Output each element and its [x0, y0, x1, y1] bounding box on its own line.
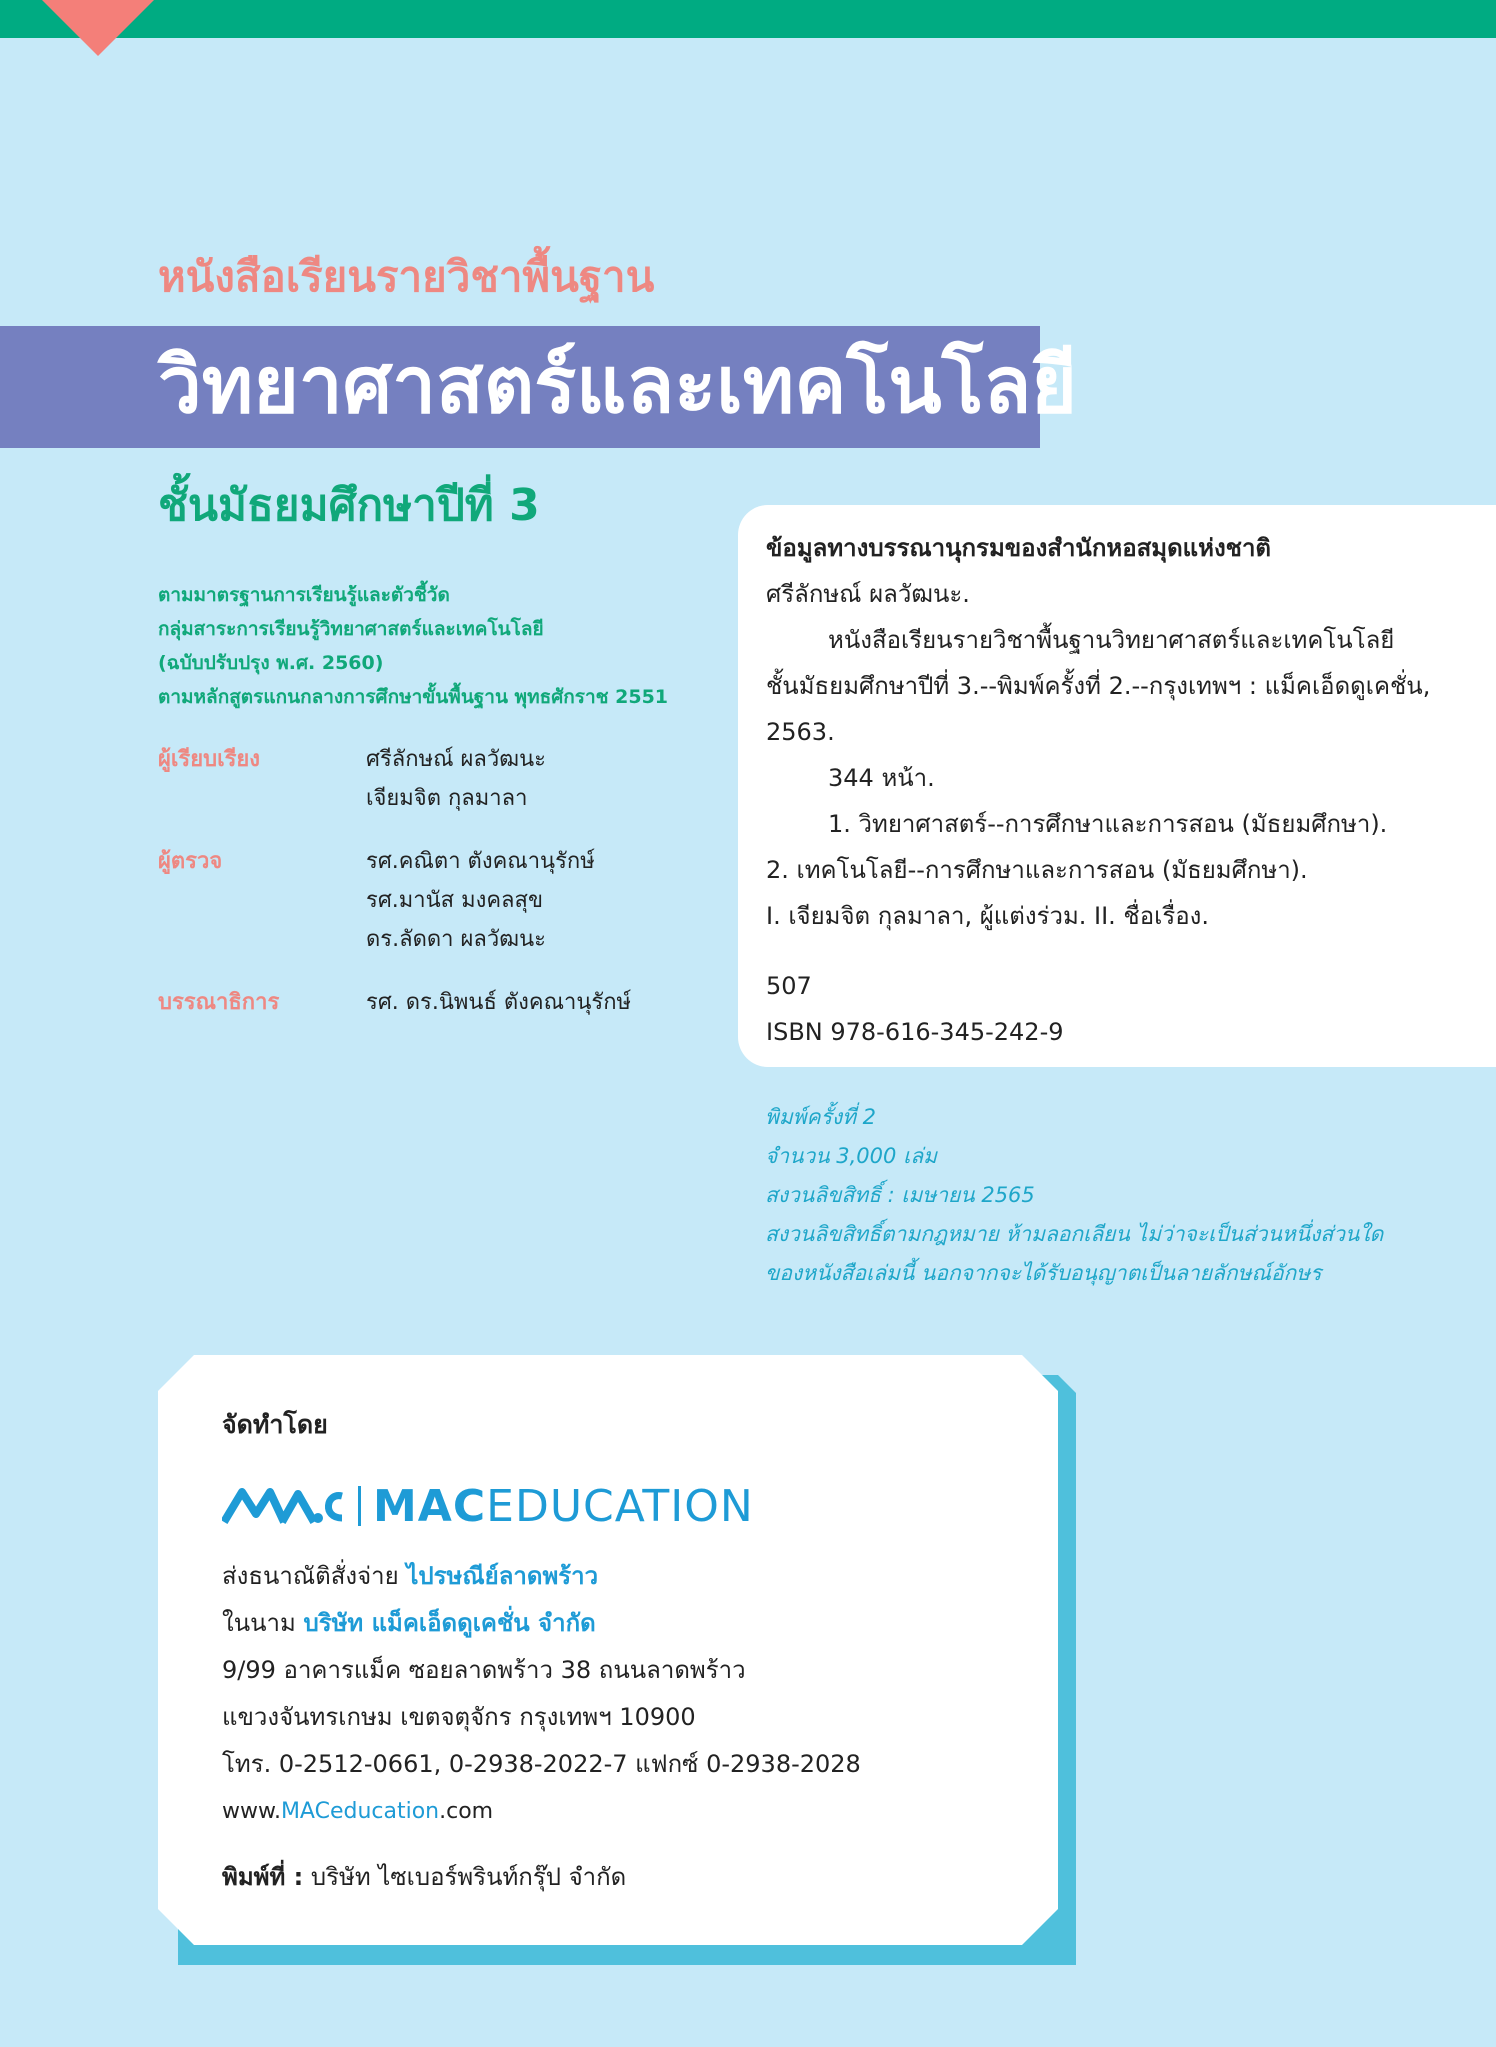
credit-name: รศ.คณิตา ตังคณานุรักษ์ — [366, 849, 595, 874]
print-info-line: พิมพ์ครั้งที่ 2 — [765, 1105, 876, 1129]
publisher-info — [222, 1405, 861, 1896]
print-info-line: สงวนลิขสิทธิ์ : เมษายน 2565 — [765, 1183, 1035, 1207]
credit-editor — [158, 983, 631, 1022]
phone-line: โทร. 0-2512-0661, 0-2938-2022-7 แฟกซ์ 0-2938-2028 — [222, 1750, 861, 1778]
catalog-subject: 2. เทคโนโลยี--การศึกษาและการสอน (มัธยมศึกษา). — [766, 856, 1308, 884]
mac-education-logo — [222, 1479, 861, 1533]
credit-role: บรรณาธิการ — [158, 990, 280, 1015]
printer-line — [222, 1857, 861, 1896]
credit-names — [366, 842, 595, 959]
print-info-line: จำนวน 3,000 เล่ม — [765, 1144, 937, 1168]
catalog-author: ศรีลักษณ์ ผลวัฒนะ. — [766, 580, 970, 608]
printer-name: บริษัท ไซเบอร์พรินท์กรุ๊ป จำกัด — [310, 1863, 627, 1891]
mac-logo-icon — [222, 1486, 346, 1526]
catalog-card — [738, 505, 1496, 1067]
spacer — [766, 939, 1430, 963]
publisher-lines — [222, 1553, 861, 1835]
grade-level: ชั้นมัธยมศึกษาปีที่ 3 — [158, 480, 540, 531]
catalog-content — [766, 525, 1430, 1055]
credits-block — [158, 740, 631, 1046]
catalog-title: ข้อมูลทางบรรณานุกรมของสำนักหอสมุดแห่งชาติ — [766, 534, 1272, 562]
web-prefix: www. — [222, 1799, 281, 1824]
credit-reviewer — [158, 842, 631, 959]
catalog-line: ชั้นมัธยมศึกษาปีที่ 3.--พิมพ์ครั้งที่ 2.--กรุงเทพฯ : แม็คเอ็ดดูเคชั่น, — [766, 672, 1431, 700]
credit-name: รศ.มานัส มงคลสุข — [366, 888, 543, 913]
credit-name: ดร.ลัดดา ผลวัฒนะ — [366, 927, 546, 952]
standards-block — [158, 578, 668, 714]
payment-prefix: ส่งธนาณัติสั่งจ่าย — [222, 1562, 399, 1590]
made-by-label: จัดทำโดย — [222, 1410, 328, 1439]
catalog-line: หนังสือเรียนรายวิชาพื้นฐานวิทยาศาสตร์และเทคโนโลยี — [828, 626, 1395, 654]
credit-role: ผู้ตรวจ — [158, 849, 223, 874]
company-line — [222, 1600, 861, 1647]
corner-triangle — [42, 0, 154, 56]
standards-line: (ฉบับปรับปรุง พ.ศ. 2560) — [158, 652, 384, 674]
credit-compiler — [158, 740, 631, 818]
top-bar — [0, 0, 1496, 38]
web-suffix: .com — [439, 1799, 494, 1824]
payment-line — [222, 1553, 861, 1600]
credit-name: เจียมจิต กุลมาลา — [366, 786, 528, 811]
web-domain: MACeducation — [280, 1799, 440, 1824]
print-info — [765, 1098, 1383, 1293]
address-line: 9/99 อาคารแม็ค ซอยลาดพร้าว 38 ถนนลาดพร้าว — [222, 1656, 746, 1684]
printer-label: พิมพ์ที่ : — [222, 1863, 304, 1891]
print-info-line: ของหนังสือเล่มนี้ นอกจากจะได้รับอนุญาตเป็นลายลักษณ์อักษร — [765, 1261, 1322, 1285]
credit-names — [366, 983, 631, 1022]
company-name: บริษัท แม็คเอ็ดดูเคชั่น จำกัด — [303, 1609, 596, 1637]
catalog-line: 2563. — [766, 718, 835, 746]
catalog-class-number: 507 — [766, 972, 812, 1000]
logo-mac-text: MAC — [373, 1480, 487, 1532]
catalog-subject: 1. วิทยาศาสตร์--การศึกษาและการสอน (มัธยมศึกษา). — [828, 810, 1388, 838]
credit-name: รศ. ดร.นิพนธ์ ตังคณานุรักษ์ — [366, 990, 632, 1015]
standards-line: ตามหลักสูตรแกนกลางการศึกษาขั้นพื้นฐาน พุทธศักราช 2551 — [158, 686, 669, 708]
catalog-subject: I. เจียมจิต กุลมาลา, ผู้แต่งร่วม. II. ชื่อเรื่อง. — [766, 902, 1209, 930]
credit-role: ผู้เรียบเรียง — [158, 747, 261, 772]
catalog-pages: 344 หน้า. — [828, 764, 935, 792]
address-line: แขวงจันทรเกษม เขตจตุจักร กรุงเทพฯ 10900 — [222, 1703, 696, 1731]
standards-line: กลุ่มสาระการเรียนรู้วิทยาศาสตร์และเทคโนโลยี — [158, 618, 544, 640]
payment-target: ไปรษณีย์ลาดพร้าว — [406, 1562, 599, 1590]
logo-education-text: EDUCATION — [486, 1480, 754, 1532]
subject-kicker: หนังสือเรียนรายวิชาพื้นฐาน — [158, 252, 655, 301]
catalog-isbn: ISBN 978-616-345-242-9 — [766, 1018, 1064, 1046]
credit-name: ศรีลักษณ์ ผลวัฒนะ — [366, 747, 546, 772]
print-info-line: สงวนลิขสิทธิ์ตามกฎหมาย ห้ามลอกเลียน ไม่ว่าจะเป็นส่วนหนึ่งส่วนใด — [765, 1222, 1384, 1246]
book-title: วิทยาศาสตร์และเทคโนโลยี — [158, 341, 1078, 431]
standards-line: ตามมาตรฐานการเรียนรู้และตัวชี้วัด — [158, 584, 450, 606]
name-prefix: ในนาม — [222, 1609, 296, 1637]
logo-separator — [358, 1486, 361, 1526]
credit-names — [366, 740, 546, 818]
website-link[interactable] — [222, 1788, 861, 1835]
